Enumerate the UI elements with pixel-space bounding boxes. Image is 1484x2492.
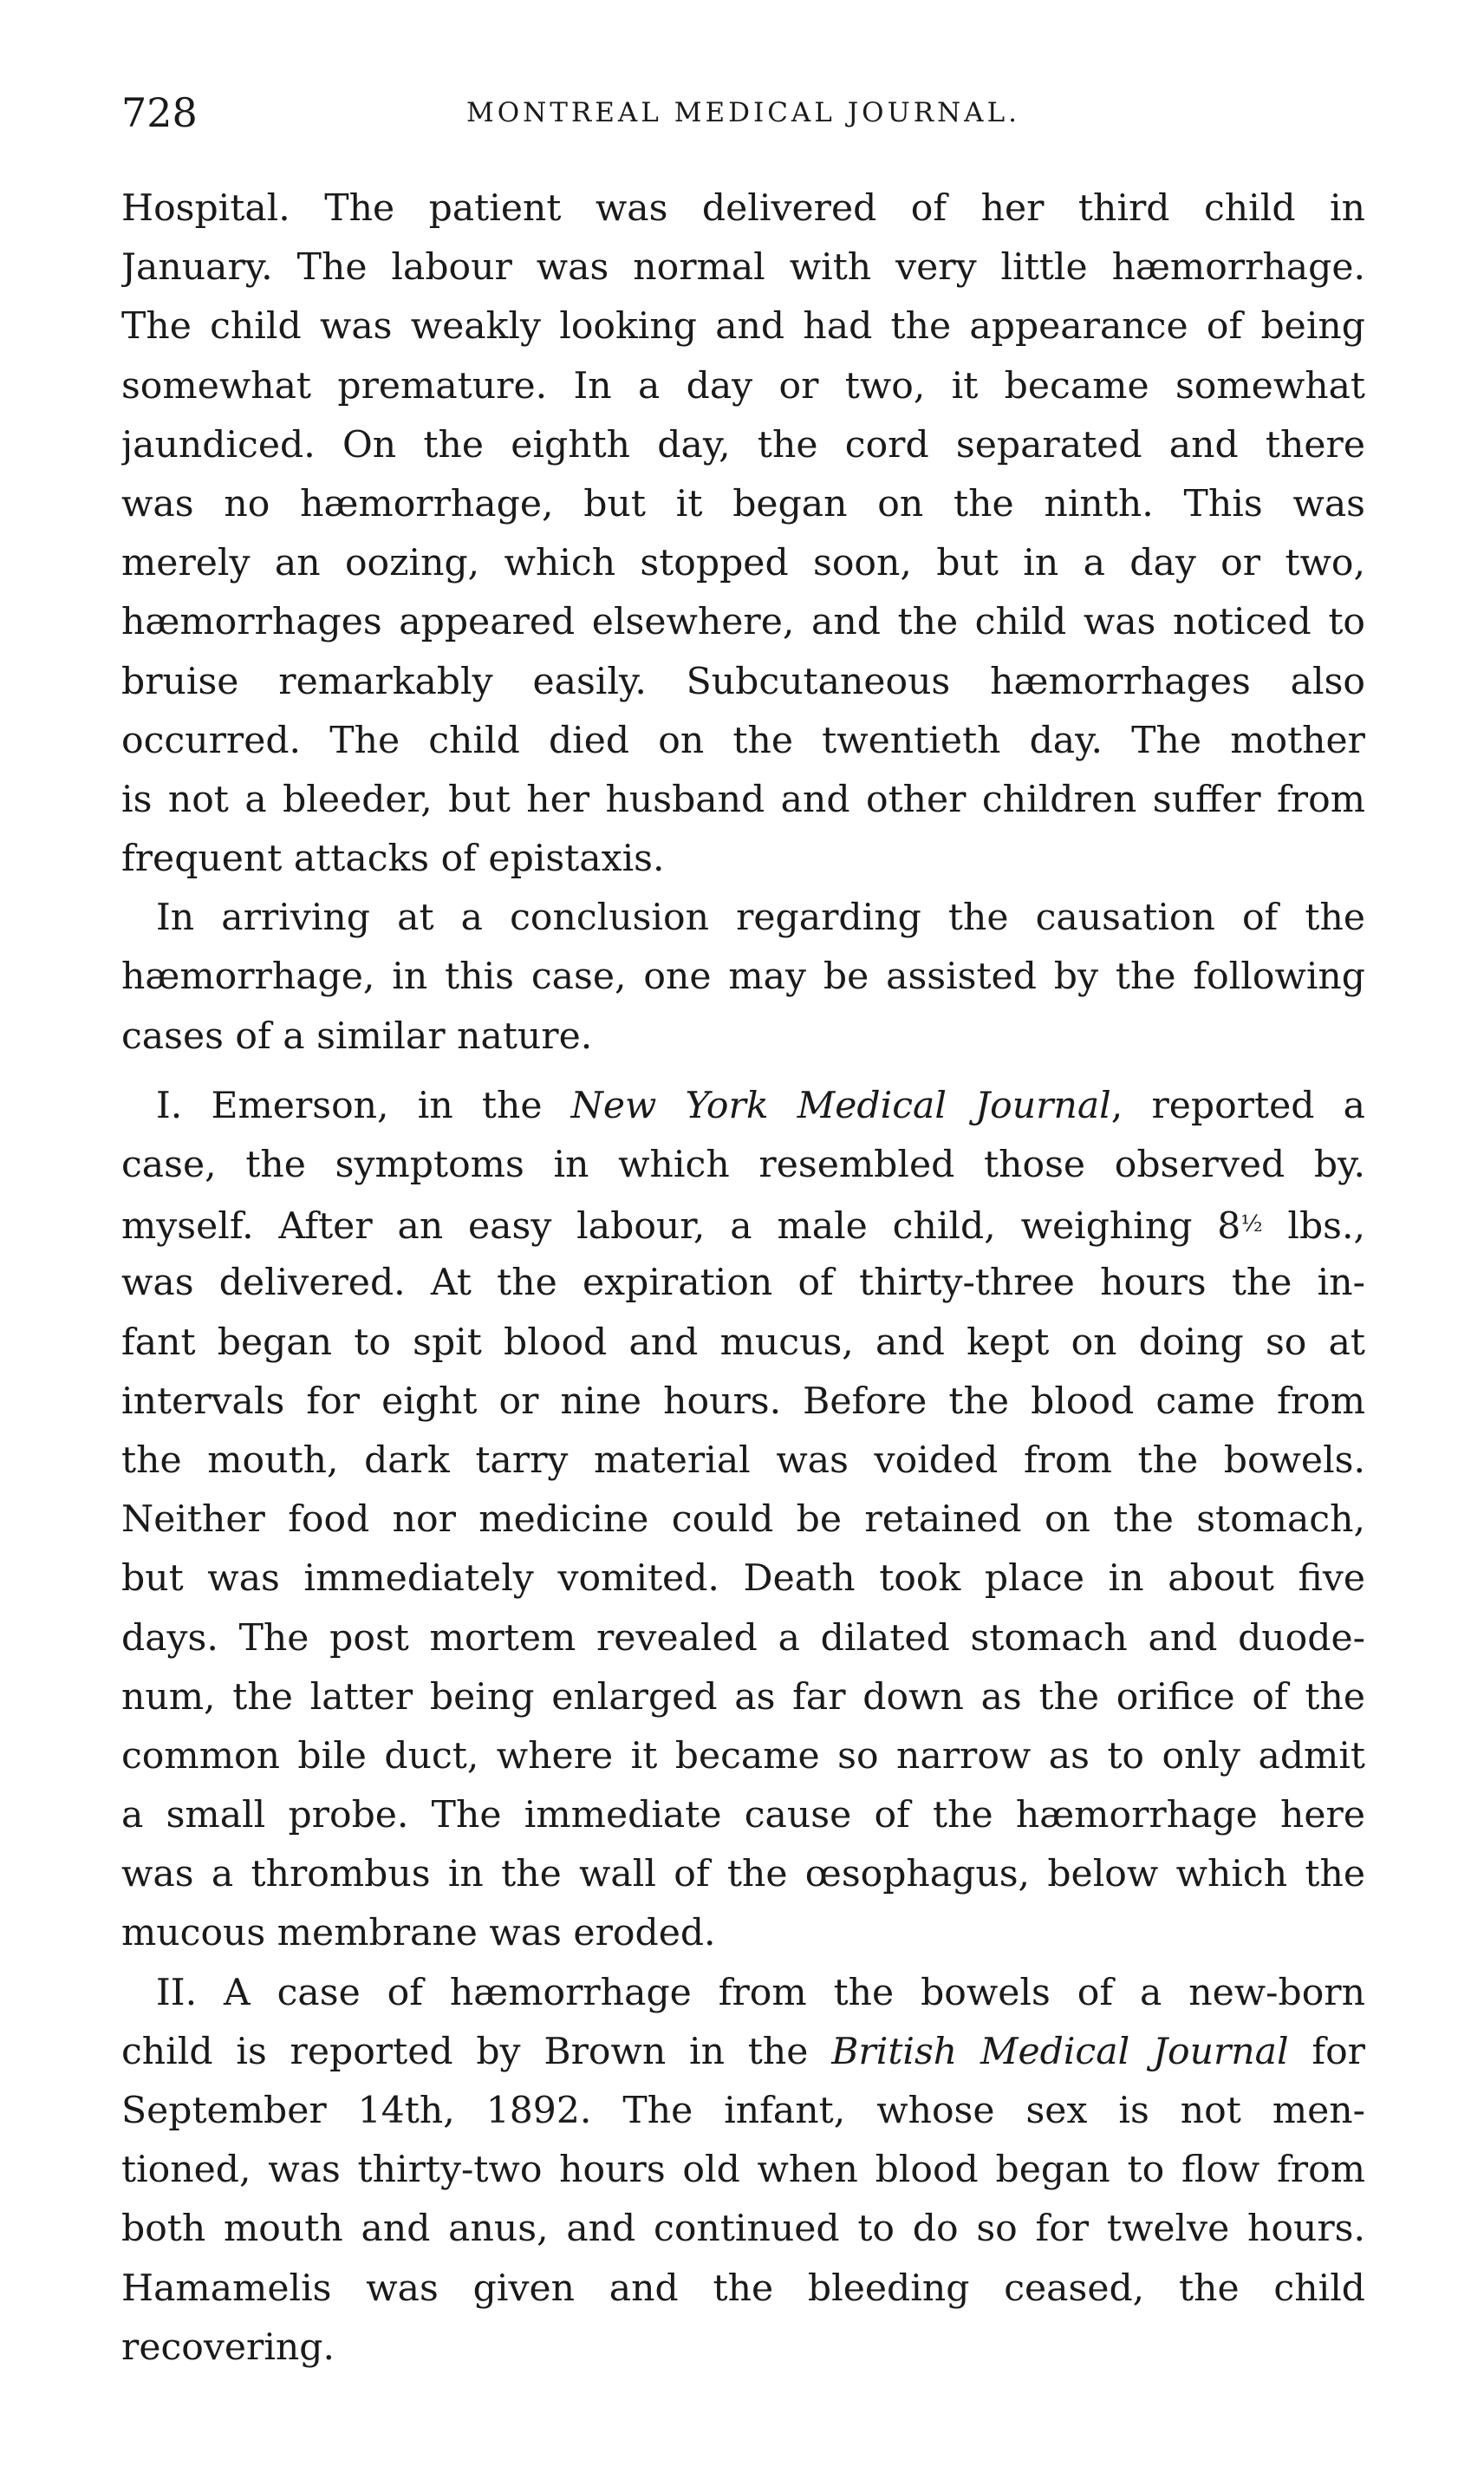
text-run: I. Emerson, in the bbox=[156, 1084, 571, 1127]
text-run: lbs., bbox=[1262, 1205, 1365, 1249]
text-line: January. The labour was normal with very little hæmorrhage. bbox=[121, 246, 1365, 290]
text-line: num, the latter being enlarged as far down as the orifice of the bbox=[121, 1675, 1365, 1719]
text-line: The child was weakly looking and had the appearance of being bbox=[121, 305, 1365, 349]
text-line: was a thrombus in the wall of the œsophagus, below which the bbox=[121, 1853, 1365, 1896]
text-line: a small probe. The immediate cause of the hæmorrhage here bbox=[121, 1794, 1365, 1837]
text-line: recovering. bbox=[121, 2326, 335, 2369]
page-number: 728 bbox=[121, 89, 198, 136]
text-line: tioned, was thirty-two hours old when blood began to flow from bbox=[121, 2149, 1365, 2192]
text-run: for bbox=[1288, 2030, 1365, 2073]
text-line: September 14th, 1892. The infant, whose sex is not men- bbox=[121, 2090, 1365, 2132]
text-line: jaundiced. On the eighth day, the cord separated and there bbox=[121, 423, 1365, 466]
text-line: was no hæmorrhage, but it began on the ninth. This was bbox=[121, 482, 1365, 525]
paragraph-continuation bbox=[121, 179, 1365, 889]
text-line: but was immediately vomited. Death took place in about five bbox=[121, 1557, 1365, 1601]
text-line: fant began to spit blood and mucus, and kept on doing so at bbox=[121, 1321, 1365, 1364]
text-line: hæmorrhage, in this case, one may be assisted by the following bbox=[121, 956, 1365, 999]
text-line bbox=[121, 1077, 1365, 1136]
text-line: Hospital. The patient was delivered of her third child in bbox=[121, 187, 1365, 230]
text-line: case, the symptoms in which resembled those observed by. bbox=[121, 1144, 1365, 1186]
running-head bbox=[121, 87, 1365, 139]
text-line: the mouth, dark tarry material was voided from the bowels. bbox=[121, 1438, 1365, 1482]
text-line: frequent attacks of epistaxis. bbox=[121, 838, 665, 881]
text-line: hæmorrhages appeared elsewhere, and the child was noticed to bbox=[121, 601, 1365, 644]
paragraph-case-one bbox=[121, 1077, 1365, 1964]
text-line: days. The post mortem revealed a dilated stomach and duode- bbox=[121, 1616, 1365, 1660]
text-run: child is reported by Brown in the bbox=[121, 2030, 832, 2073]
text-line bbox=[121, 1195, 1365, 1254]
body-text bbox=[121, 179, 1365, 2378]
text-line bbox=[121, 2023, 1365, 2082]
fraction-half: ½ bbox=[1240, 1211, 1263, 1238]
journal-citation-italic: British Medical Journal bbox=[831, 2030, 1289, 2073]
text-line: was delivered. At the expiration of thirty-three hours the in- bbox=[121, 1262, 1365, 1305]
text-line: somewhat premature. In a day or two, it became somewhat bbox=[121, 364, 1365, 408]
text-line: Hamamelis was given and the bleeding ceased, the child bbox=[121, 2267, 1365, 2310]
journal-title: MONTREAL MEDICAL JOURNAL. bbox=[465, 97, 1021, 128]
paragraph-gap bbox=[121, 1067, 1365, 1077]
text-line: cases of a similar nature. bbox=[121, 1014, 593, 1058]
text-line: common bile duct, where it became so narrow as to only admit bbox=[121, 1734, 1365, 1778]
text-line: mucous membrane was eroded. bbox=[121, 1912, 716, 1955]
text-line: is not a bleeder, but her husband and other children suffer from bbox=[121, 778, 1365, 821]
text-line: Neither food nor medicine could be retained on the stomach, bbox=[121, 1498, 1365, 1542]
journal-citation-italic: New York Medical Journal bbox=[570, 1084, 1111, 1127]
text-run: , reported a bbox=[1110, 1084, 1365, 1127]
paragraph-conclusion bbox=[121, 889, 1365, 1067]
text-line: intervals for eight or nine hours. Before the blood came from bbox=[121, 1380, 1365, 1423]
text-line: In arriving at a conclusion regarding the causation of the bbox=[156, 897, 1365, 940]
text-line: both mouth and anus, and continued to do so for twelve hours. bbox=[121, 2208, 1365, 2251]
paragraph-case-two bbox=[121, 1964, 1365, 2378]
text-line: merely an oozing, which stopped soon, but in a day or two, bbox=[121, 542, 1365, 585]
text-run: myself. After an easy labour, a male child, weighing 8 bbox=[121, 1205, 1241, 1249]
text-line: bruise remarkably easily. Subcutaneous hæmorrhages also bbox=[121, 660, 1365, 703]
text-line: occurred. The child died on the twentieth day. The mother bbox=[121, 719, 1365, 762]
text-line: II. A case of hæmorrhage from the bowels of a new-born bbox=[156, 1971, 1365, 2014]
